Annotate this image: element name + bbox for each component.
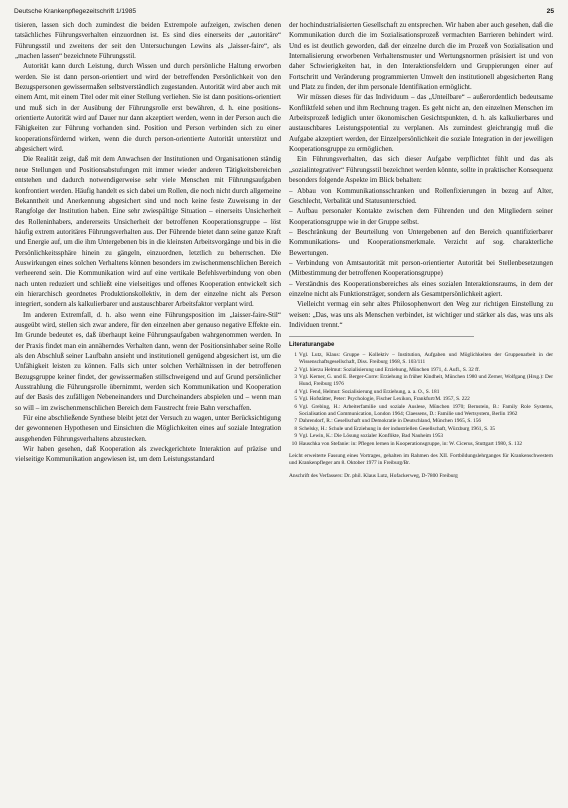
list-item: – Verständnis des Kooperationsbereiches als eines sozialen Interaktionsraums, in dem der einzelne nicht als Funktionsträger, sondern als Gesamtpersönlichkeit agiert. bbox=[289, 279, 553, 298]
paragraph: Im anderen Extremfall, d. h. also wenn eine Führungsposition im „laisser-faire-Stil“ ausgeübt wird, stellen sich zwar andere, für den einzelnen aber genauso negative Effekte ein. Im Grunde bedeutet es, daß überhaupt keine Führungsaufgaben wahrgenommen werden. In der Praxis findet man ein annäherndes Verhalten dann, wenn der Positionsinhaber seine Rolle als den Abschluß seiner Laufbahn ansieht und institutionell genügend abgesichert ist, um die Unfähigkeit leisten zu können. Falls sich unter solchen Verhältnissen in der betroffenen Bezugsgruppe keiner findet, der gewissermaßen stillschweigend und auf Grund persönlicher Ausstrahlung die Führungsrolle übernimmt, werden sich Kommunikation und Kooperation auf der Basis des zufälligen Nebeneinanders und Durcheinanders abspielen und – wenn man so will – im zwischenmenschlichen Bereich dem Faustrecht freie Bahn verschaffen. bbox=[15, 310, 281, 412]
right-column bbox=[289, 20, 553, 806]
reference-number: 8 bbox=[294, 425, 297, 432]
list-item bbox=[289, 352, 553, 366]
list-item bbox=[289, 426, 553, 433]
reference-text: Hauschka von Stefanie: in: Pflegen lernen in Kooperationsgruppe, in: W. Cicerus, Stuttgart 1980, S. 132 bbox=[299, 440, 523, 447]
separator-line bbox=[289, 336, 474, 337]
reference-number: 4 bbox=[294, 388, 297, 395]
reference-text: Dahrendorf, R.: Gesellschaft und Demokratie in Deutschland, München 1965, S. 156 bbox=[299, 418, 482, 425]
reference-text: Vgl. Hofstätter, Peter: Psychologie, Fischer Lexikon, Frankfurt/M. 1957, S. 222 bbox=[299, 396, 470, 403]
reference-number: 3 bbox=[294, 374, 297, 381]
reference-text: Vgl. hierzu Helmut: Sozialisierung und Erziehung, München 1971, 4. Aufl., S. 32 ff. bbox=[299, 366, 480, 373]
page-number: 25 bbox=[546, 8, 554, 15]
journal-title: Deutsche Krankenpflegezeitschrift 1/1985 bbox=[14, 8, 137, 15]
list-item bbox=[289, 389, 553, 396]
paragraph: Wir müssen dieses für das Individuum – das „Unteilbare“ – außerordentlich bedeutsame Konfliktfeld sehen und ihm Rechnung tragen. Es geht nicht an, den einzelnen Menschen im Arbeitsprozeß lediglich unter ökonomischen Gesichtspunkten, d. h. als kalkulierbares und austauschbares Leistungspotential zu verplanen. Als zumindest gleichrangig muß die Aufgabe akzeptiert werden, der Einzelpersönlichkeit die soziale Integration in der jeweiligen Kooperationsgruppe zu ermöglichen. bbox=[289, 93, 553, 154]
reference-text: Schelsky, H.: Schule und Erziehung in der industriellen Gesellschaft, Würzburg 1961, S. 35 bbox=[299, 425, 496, 432]
reference-number: 9 bbox=[294, 433, 297, 440]
paragraph: Autorität kann durch Leistung, durch Wissen und durch persönliche Haltung erworben werden. Sie ist dann person-orientiert und wird der betreffenden Persönlichkeit von den Bezugspersonen gewissermaßen selbstverständlich zugestanden. Autorität wird aber auch mit einem Amt, mit einem Titel oder mit einer Stellung verliehen. Sie ist dann positions-orientiert und muß sich in der Ausübung der Führungsrolle erst bewähren, d. h. eine positions-orientierte Autorität wird auf Dauer nur dann akzeptiert werden, wenn in der Person auch die Fähigkeiten zur Führung vorhanden sind. Position und Person verbinden sich zu einer kooperationsfördernd wirken, wenn die durch person-orientierte Autorität unterstützt und abgesichert wird. bbox=[15, 62, 281, 154]
list-item bbox=[289, 367, 553, 374]
reference-number: 10 bbox=[291, 440, 297, 447]
reference-number: 1 bbox=[294, 352, 297, 359]
reference-text: Vgl. Lewin, K.: Die Lösung sozialer Konflikte, Bad Nauheim 1953 bbox=[299, 433, 444, 440]
closing-paragraph: Vielleicht vermag ein sehr altes Philosophenwort den Weg zur richtigen Einstellung zu weisen: „Das, was uns als Menschen verbindet, ist wichtiger und stärker als das, was uns als Individuen trennt.“ bbox=[289, 300, 553, 329]
list-item bbox=[289, 404, 553, 418]
list-item: – Beschränkung der Beurteilung von Untergebenen auf den Bereich quantifizierbarer Kommunikations- und Kooperationsmerkmale. Verzicht auf sog. charakterliche Bewertungen. bbox=[289, 227, 553, 257]
paragraph: Die Realität zeigt, daß mit dem Anwachsen der Institutionen und Organisationen ständig neue Stellungen und Positionsabstufungen mit immer wieder anderen Tätigkeitsbereichen entstehen und dadurch notwendigerweise sehr viele Menschen mit Führungsaufgaben konfrontiert werden. Häufig handelt es sich dabei um Rollen, die noch nicht durch allgemeine Bekanntheit und Anerkennung abgesichert sind und noch keine feste Zuweisung in der Rangfolge der Institution haben. Eine sehr zwiespältige Situation – einerseits Unsicherheit des Rolleninhabers, andererseits Unsicherheit der betroffenen Kooperationsgruppe – löst häufig extrem autoritäres Führungsverhalten aus. Der Führende bietet dann seine ganze Kraft und Energie auf, um die ihm Untergebenen bis in die kleinsten Arbeitsvorgänge und bis in die Persönlichkeitssphäre hinein zu gängeln, einzuordnen, letztlich zu beherrschen. Die Auswirkungen eines solchen Verhaltens können besonders im zwischenmenschlichen Bereich verheerend sein. Die Kommunikation wird auf eine vertikale Befehlsverbindung von oben nach unten reduziert und schließt eine vielseitiges und offenes Kooperation entwickelt sich ein hierarchisch geordnetes Produktionskollektiv, in dem der einzelne nicht als Person integriert, sondern als kalkulierbarer und austauschbarer Arbeitsfaktor verplant wird. bbox=[15, 155, 281, 309]
literature-heading: Literaturangabe bbox=[289, 342, 335, 349]
reference-number: 5 bbox=[294, 396, 297, 403]
paragraph: der hochindustrialisierten Gesellschaft zu entsprechen. Wir haben aber auch gesehen, daß die Kommunikation durch die im Sozialisationsprozeß vermachten Barrieren behindert wird. Und es ist deutlich geworden, daß der einzelne durch die im Prozeß von Sozialisation und Internalisierung erworbenen Verhaltensmuster und Wertungsnormen präsisiert ist und von daher Schwierigkeiten hat, in den Interaktionsfeldern und Gruppierungen einer auf Fortschritt und Veränderung programmierten Umwelt den institutionell abgesicherten Rang und Platz zu finden, der ihm personale Identifikation ermöglicht. bbox=[289, 21, 553, 92]
reference-number: 2 bbox=[294, 366, 297, 373]
list-item bbox=[289, 418, 553, 425]
paragraph: Für eine abschließende Synthese bleibt jetzt der Versuch zu wagen, unter Berücksichtigung der gewonnenen Hypothesen und Einsichten die Möglichkeiten eines auf soziale Integration ausgehenden Führungsverhaltens abzustecken. bbox=[15, 414, 281, 443]
reference-text: Vgl. Lutz, Klaus: Gruppe – Kollektiv – Institution, Aufgaben und Möglichkeiten der Gruppenarbeit in der Wissenschaftsgesellschaft, Diss. Freiburg 1968, S. 103/111 bbox=[299, 352, 553, 366]
paragraph: tisieren, lassen sich doch zumindest die beiden Extrempole aufzeigen, zwischen denen tatsächliches Führungsverhalten einzuordnen ist. Es sind dies einerseits der „autoritäre“ Führungsstil und zweitens der seit den Untersuchungen Lewins als „laisser-faire“, als „machen lassen“ bezeichnete Führungsstil. bbox=[15, 21, 281, 61]
list-item bbox=[289, 374, 553, 388]
list-item: – Aufbau personaler Kontakte zwischen dem Führenden und den Mitgliedern seiner Kooperationsgruppe wie in der Gruppe selbst. bbox=[289, 207, 553, 226]
literature-list bbox=[289, 352, 553, 447]
list-item bbox=[289, 433, 553, 440]
reference-text: Vgl. Kerner, G. und E. Berger-Corre: Erziehung in früher Kindheit, München 1980 und Zerner, Wolfgang (Hrsg.): Der Hund, Freiburg 1976 bbox=[299, 374, 553, 388]
list-item: – Verbindung von Amtsautorität mit person-orientierter Autorität bei Stellenbesetzungen (Mitbestimmung der betroffenen Kooperationsgruppe) bbox=[289, 258, 553, 278]
author-address: Anschrift des Verfassers: Dr. phil. Klaus Lutz, Hofackerweg, D-7800 Freiburg bbox=[289, 473, 458, 480]
reference-number: 7 bbox=[294, 418, 297, 425]
list-item bbox=[289, 396, 553, 403]
footnote: Leicht erweiterte Fassung eines Vortrages, gehalten im Rahmen des XII. Fortbildungslehrganges für Krankenschwestern und Krankenpfleger am 8. Oktober 1977 in Freiburg/Br. bbox=[289, 453, 553, 467]
paragraph: Wir haben gesehen, daß Kooperation als zweckgerichtete Interaktion auf präzise und vielseitige Kommunikation angewiesen ist, um dem Leistungsstandard bbox=[15, 445, 281, 464]
reference-text: Vgl. Grebing, H.: Arbeiterfamilie und soziale Auslese, München 1970; Bernstein, B.: Family Role Systems, Socialisation and Communication, London 1964; Claessens, D.: Familie und Wertsystem, Berlin 1962 bbox=[299, 403, 553, 417]
left-column bbox=[15, 20, 281, 806]
paragraph: Ein Führungsverhalten, das sich dieser Aufgabe verpflichtet fühlt und das als „sozialintegrativer“ Führungsstil bezeichnet werden könnte, sollte in praktischer Konsequenz besonders folgende Aspekte im Blick behalten: bbox=[289, 155, 553, 185]
list-item bbox=[289, 441, 553, 448]
list-item: – Abbau von Kommunikationsschranken und Rollenfixierungen in bezug auf Alter, Geschlecht, Verbalität und Statusunterschied. bbox=[289, 186, 553, 205]
reference-number: 6 bbox=[294, 403, 297, 410]
reference-text: Vgl. Fend, Helmut: Sozialisierung und Erziehung, a. a. O., S. 181 bbox=[299, 388, 440, 395]
page-header bbox=[14, 6, 554, 18]
